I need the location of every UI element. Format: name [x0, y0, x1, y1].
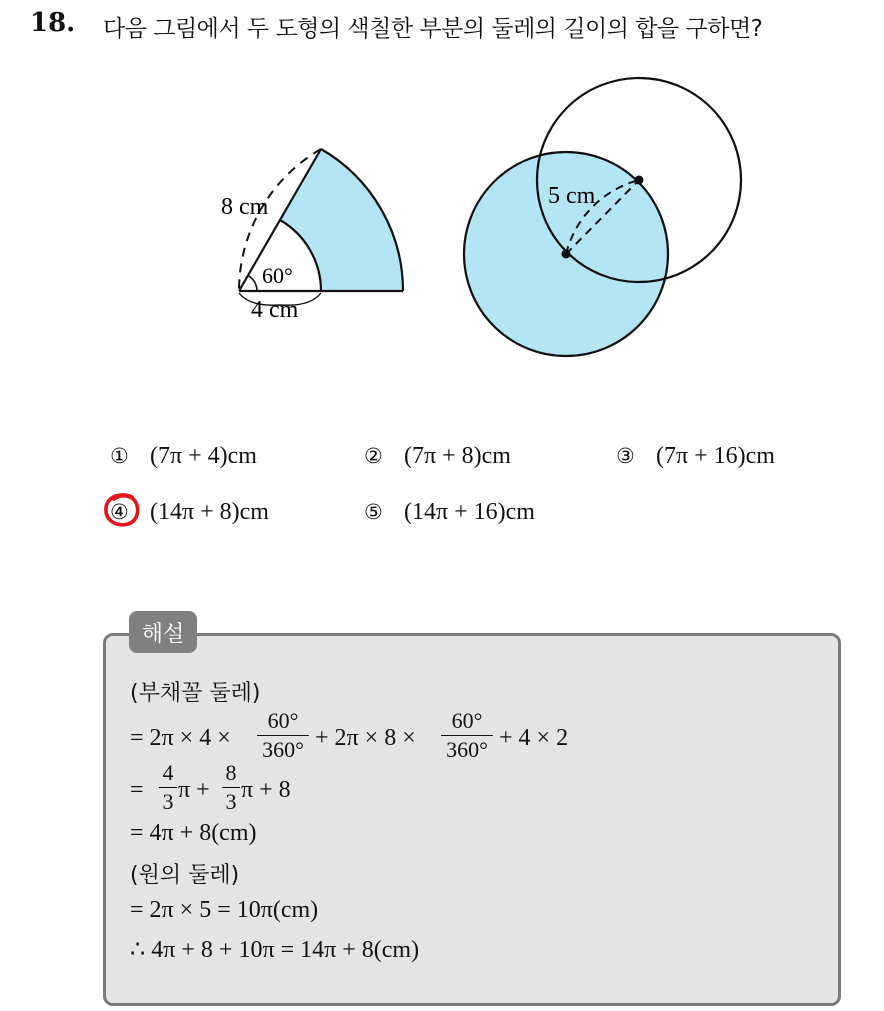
solution-line-1-text: (부채꼴 둘레) [130, 681, 261, 706]
solution-line-5 [130, 858, 239, 889]
choice-3[interactable] [616, 443, 775, 470]
solution-line-1 [130, 676, 260, 707]
label-60deg: 60° [262, 263, 293, 288]
fraction-num: 4 [162, 760, 174, 785]
choice-5[interactable] [364, 499, 535, 526]
fraction-den: 360° [262, 737, 304, 762]
solution-line-6: = 2π × 5 = 10π(cm) [130, 897, 319, 923]
figure [0, 0, 884, 420]
fraction-num: 60° [267, 708, 299, 733]
question-text: 다음 그림에서 두 도형의 색칠한 부분의 둘레의 길이의 합을 구하면? [103, 16, 763, 42]
solution-line-4: = 4π + 8(cm) [130, 820, 257, 846]
solution-line-3b: π + [178, 777, 210, 803]
choice-4-number: ④ [110, 500, 129, 524]
choice-4-text: (14π + 8)cm [150, 499, 269, 525]
label-5cm: 5 cm [548, 183, 596, 209]
choice-1-text: (7π + 4)cm [150, 443, 257, 469]
fraction-den: 3 [162, 789, 174, 814]
choice-2[interactable] [364, 443, 511, 470]
center-dot-lower [562, 250, 571, 259]
choice-5-number: ⑤ [364, 500, 383, 524]
fraction-den: 360° [446, 737, 488, 762]
choice-1[interactable] [110, 443, 257, 470]
fraction-num: 8 [225, 760, 237, 785]
answer-mark-icon [102, 491, 142, 529]
fraction-60-360-a [257, 710, 309, 761]
center-dot-upper [635, 176, 644, 185]
choice-1-number: ① [110, 444, 129, 468]
fraction-num: 60° [451, 708, 483, 733]
solution-line-2c: + 4 × 2 [499, 725, 569, 751]
choice-3-number: ③ [616, 444, 635, 468]
shaded-ring-sector [280, 149, 403, 291]
solution-line-3c: π + 8 [241, 777, 291, 803]
question-number: 18. [30, 8, 76, 38]
solution-line-7: ∴ 4π + 8 + 10π = 14π + 8(cm) [130, 937, 420, 963]
choice-3-text: (7π + 16)cm [656, 443, 775, 469]
fraction-den: 3 [225, 789, 237, 814]
fraction-4-3 [159, 762, 177, 813]
label-4cm: 4 cm [251, 297, 299, 323]
solution-line-2b: + 2π × 8 × [315, 725, 416, 751]
angle-mark [248, 275, 257, 291]
choice-2-text: (7π + 8)cm [404, 443, 511, 469]
solution-line-3a: = [130, 777, 144, 803]
solution-line-2a: = 2π × 4 × [130, 725, 231, 751]
fraction-60-360-b [441, 710, 493, 761]
fraction-8-3 [222, 762, 240, 813]
label-8cm: 8 cm [221, 194, 269, 220]
choice-2-number: ② [364, 444, 383, 468]
solution-tag: 해설 [129, 611, 197, 653]
solution-line-5-text: (원의 둘레) [130, 863, 240, 888]
choice-5-text: (14π + 16)cm [404, 499, 535, 525]
